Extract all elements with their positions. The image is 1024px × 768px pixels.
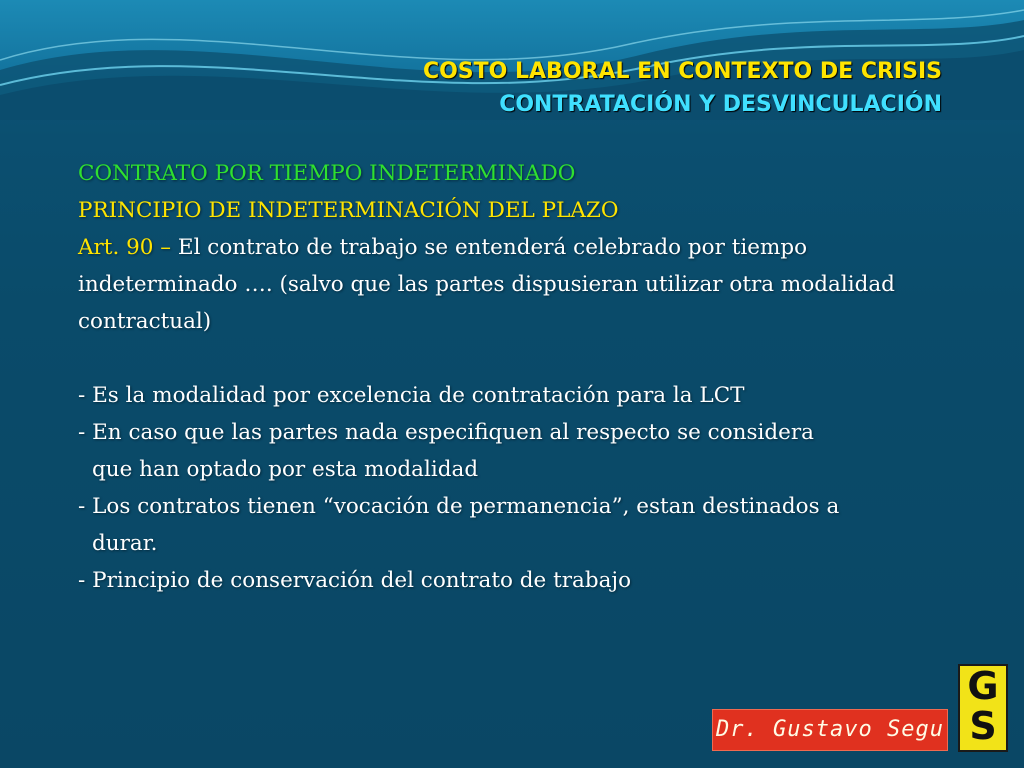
article-line-2: indeterminado …. (salvo que las partes dispusieran utilizar otra modalidad [78,272,895,297]
article-text-1: El contrato de trabajo se entenderá celebrado por tiempo [171,235,808,260]
spacer [78,340,958,377]
article-label: Art. 90 – [78,235,172,260]
slide-body [78,155,958,599]
heading-contract-type: CONTRATO POR TIEMPO INDETERMINADO [78,161,576,186]
heading-principle: PRINCIPIO DE INDETERMINACIÓN DEL PLAZO [78,198,619,223]
title-line-1: COSTO LABORAL EN CONTEXTO DE CRISIS [422,59,942,84]
logo-letter-g: G [967,664,999,708]
bullet-3-line-1: - Los contratos tienen “vocación de permanencia”, estan destinados a [78,494,840,519]
article-line-3: contractual) [78,309,212,334]
bullet-2-line-2: que han optado por esta modalidad [92,457,479,482]
slide-title [423,55,942,121]
bullet-4: - Principio de conservación del contrato de trabajo [78,568,632,593]
bullet-1: - Es la modalidad por excelencia de contratación para la LCT [78,383,745,408]
bullet-3-line-2: durar. [92,531,158,556]
signature-badge: Dr. Gustavo Segu [712,709,948,751]
bullet-2-line-1: - En caso que las partes nada especifiquen al respecto se considera [78,420,814,445]
article-line-1 [78,229,958,266]
gs-logo [958,664,1008,752]
logo-letter-s: S [969,704,997,748]
title-line-2: CONTRATACIÓN Y DESVINCULACIÓN [499,92,942,117]
